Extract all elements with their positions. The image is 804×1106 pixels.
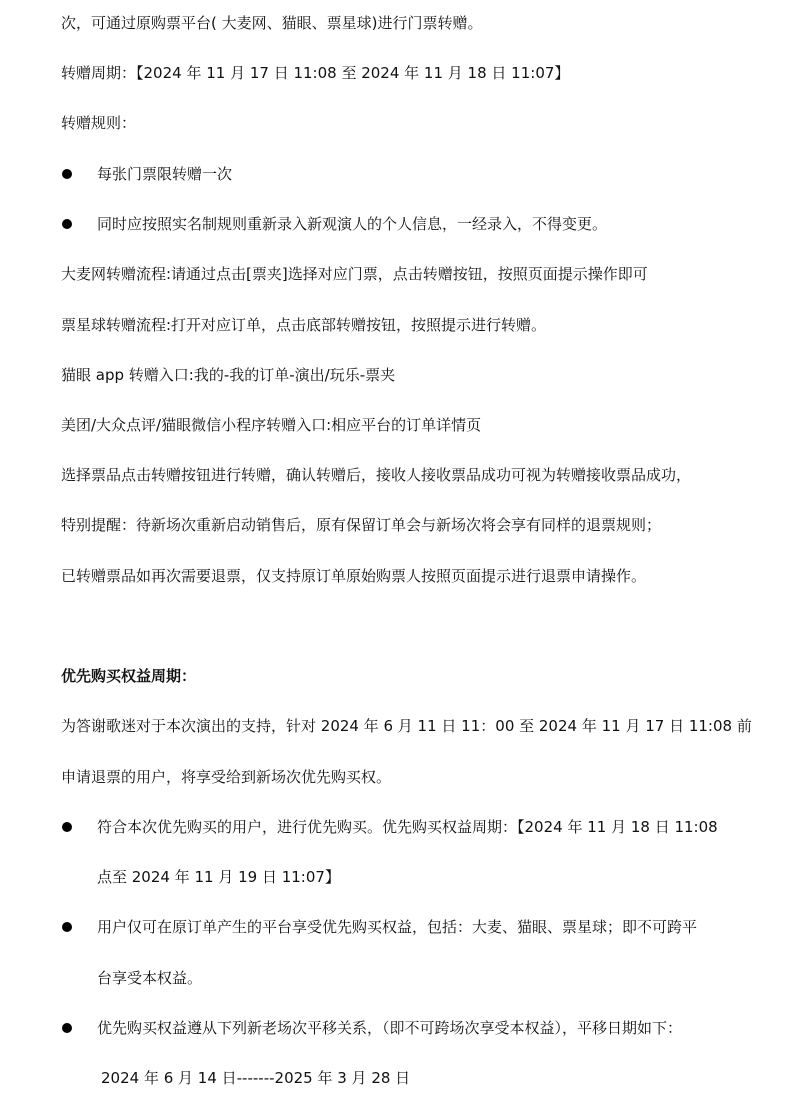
bullet-item: 符合本次优先购买的用户，进行优先购买。优先购买权益周期：【2024 年 11 月 18 日 11:08 bbox=[97, 818, 718, 836]
bullet-item-continuation: 台享受本权益。 bbox=[97, 969, 203, 987]
bullet-item: 每张门票限转赠一次 bbox=[97, 165, 233, 183]
bullet-item: 优先购买权益遵从下列新老场次平移关系，（即不可跨场次享受本权益），平移日期如下： bbox=[97, 1019, 683, 1037]
bullet-dot bbox=[62, 169, 72, 179]
damai-transfer-line: 大麦网转赠流程:请通过点击[票夹]选择对应门票，点击转赠按钮，按照页面提示操作即可 bbox=[61, 265, 648, 283]
bullet-item: 同时应按照实名制规则重新录入新观演人的个人信息，一经录入，不得变更。 bbox=[97, 215, 608, 233]
text-line: 已转赠票品如再次需要退票，仅支持原订单原始购票人按照页面提示进行退票申请操作。 bbox=[61, 567, 647, 585]
bullet-item: 用户仅可在原订单产生的平台享受优先购买权益，包括：大麦、猫眼、票星球；即不可跨平 bbox=[97, 918, 698, 936]
bullet-item-continuation: 点至 2024 年 11 月 19 日 11:07】 bbox=[97, 868, 340, 886]
bullet-dot bbox=[62, 922, 72, 932]
text-line: 次，可通过原购票平台( 大麦网、猫眼、票星球)进行门票转赠。 bbox=[61, 14, 483, 32]
bullet-dot bbox=[62, 1023, 72, 1033]
text-line: 选择票品点击转赠按钮进行转赠，确认转赠后，接收人接收票品成功可视为转赠接收票品成功， bbox=[61, 466, 692, 484]
piaoxingqiu-transfer-line: 票星球转赠流程:打开对应订单，点击底部转赠按钮，按照提示进行转赠。 bbox=[61, 316, 547, 334]
bullet-item-continuation: 2024 年 6 月 14 日-------2025 年 3 月 28 日 bbox=[101, 1069, 411, 1087]
bullet-dot bbox=[62, 219, 72, 229]
bullet-dot bbox=[62, 822, 72, 832]
transfer-period-line: 转赠周期：【2024 年 11 月 17 日 11:08 至 2024 年 11 月 18 日 11:07】 bbox=[61, 64, 570, 82]
transfer-rules-label: 转赠规则： bbox=[61, 114, 137, 132]
meituan-transfer-line: 美团/大众点评/猫眼微信小程序转赠入口:相应平台的订单详情页 bbox=[61, 416, 482, 434]
maoyan-transfer-line: 猫眼 app 转赠入口:我的-我的订单-演出/玩乐-票夹 bbox=[61, 366, 396, 384]
section-heading: 优先购买权益周期： bbox=[61, 667, 197, 685]
special-reminder-line: 特别提醒：待新场次重新启动销售后，原有保留订单会与新场次将会享有同样的退票规则； bbox=[61, 516, 662, 534]
paragraph-line: 申请退票的用户，将享受给到新场次优先购买权。 bbox=[61, 768, 392, 786]
paragraph-line: 为答谢歌迷对于本次演出的支持，针对 2024 年 6 月 11 日 11：00 至 2024 年 11 月 17 日 11:08 前 bbox=[61, 717, 752, 735]
